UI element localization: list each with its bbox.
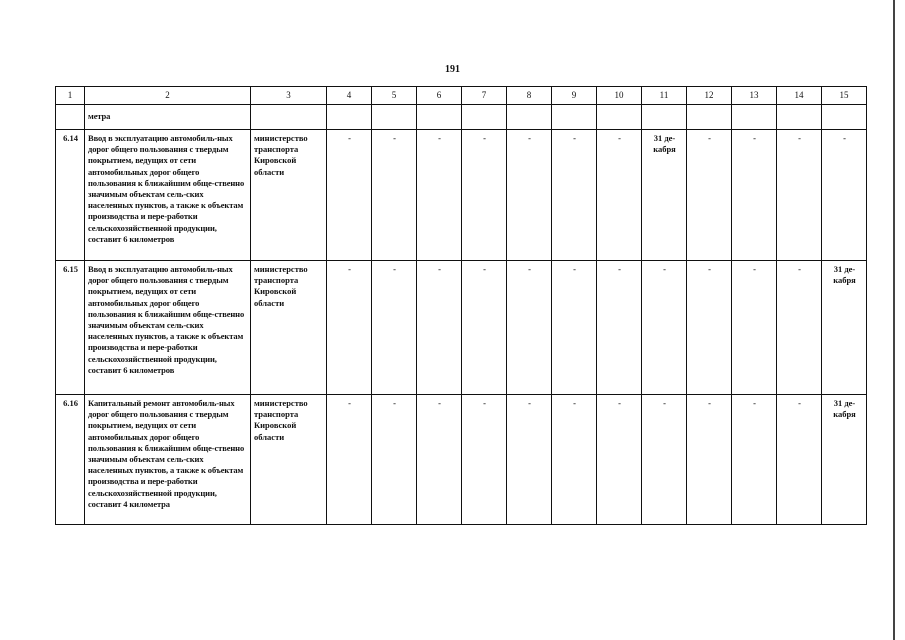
description-cell: метра bbox=[85, 105, 251, 130]
executor-cell: министерство транспорта Кировской области bbox=[251, 395, 327, 525]
table-cell bbox=[251, 105, 327, 130]
page-edge-line bbox=[893, 0, 895, 640]
description-cell: Капитальный ремонт автомобиль-ных дорог общего пользования с твердым покрытием, ведущих от сети автомобильных дорог общего пользования к ближайшим обще-ственно значимым объектам сель-ских населенных пунктов, а также к объектам производства и пере-работки сельскохозяйственной продукции, составит 4 километра bbox=[85, 395, 251, 525]
value-cell: - bbox=[687, 395, 732, 525]
value-cell: - bbox=[462, 130, 507, 261]
table-cell bbox=[777, 105, 822, 130]
value-cell: - bbox=[732, 395, 777, 525]
value-cell: - bbox=[327, 395, 372, 525]
header-cell: 15 bbox=[822, 87, 867, 105]
value-cell: - bbox=[372, 261, 417, 395]
value-cell: - bbox=[552, 130, 597, 261]
table-row bbox=[56, 261, 867, 395]
header-cell: 14 bbox=[777, 87, 822, 105]
value-cell: - bbox=[822, 130, 867, 261]
value-cell: - bbox=[732, 261, 777, 395]
table-cell bbox=[327, 105, 372, 130]
date-cell: 31 де-кабря bbox=[822, 395, 867, 525]
header-cell: 11 bbox=[642, 87, 687, 105]
value-cell: - bbox=[372, 130, 417, 261]
header-cell: 7 bbox=[462, 87, 507, 105]
header-row bbox=[56, 87, 867, 105]
description-cell: Ввод в эксплуатацию автомобиль-ных дорог общего пользования с твердым покрытием, ведущих от сети автомобильных дорог общего пользования к ближайшим обще-ственно значимым объектам сель-ских населенных пунктов, а также к объектам производства и пере-работки сельскохозяйственной продукции, составит 6 километров bbox=[85, 261, 251, 395]
continuation-row bbox=[56, 105, 867, 130]
header-cell: 5 bbox=[372, 87, 417, 105]
value-cell: - bbox=[597, 395, 642, 525]
value-cell: - bbox=[687, 130, 732, 261]
table-row bbox=[56, 395, 867, 525]
description-cell: Ввод в эксплуатацию автомобиль-ных дорог общего пользования с твердым покрытием, ведущих от сети автомобильных дорог общего пользования к ближайшим обще-ственно значимым объектам сель-ских населенных пунктов, а также к объектам производства и пере-работки сельскохозяйственной продукции, составит 6 километров bbox=[85, 130, 251, 261]
header-cell: 8 bbox=[507, 87, 552, 105]
value-cell: - bbox=[462, 395, 507, 525]
table-cell bbox=[687, 105, 732, 130]
header-cell: 2 bbox=[85, 87, 251, 105]
value-cell: - bbox=[417, 130, 462, 261]
value-cell: - bbox=[327, 130, 372, 261]
header-cell: 12 bbox=[687, 87, 732, 105]
row-number-cell: 6.16 bbox=[56, 395, 85, 525]
value-cell: - bbox=[417, 261, 462, 395]
table-cell bbox=[597, 105, 642, 130]
table-cell bbox=[462, 105, 507, 130]
value-cell: - bbox=[507, 130, 552, 261]
page-number: 191 bbox=[445, 64, 460, 75]
value-cell: - bbox=[507, 395, 552, 525]
value-cell: - bbox=[597, 130, 642, 261]
value-cell: - bbox=[687, 261, 732, 395]
value-cell: - bbox=[552, 395, 597, 525]
header-cell: 9 bbox=[552, 87, 597, 105]
value-cell: - bbox=[552, 261, 597, 395]
executor-cell: министерство транспорта Кировской области bbox=[251, 130, 327, 261]
table-cell bbox=[417, 105, 462, 130]
table-cell bbox=[642, 105, 687, 130]
row-number-cell: 6.15 bbox=[56, 261, 85, 395]
date-cell: 31 де-кабря bbox=[642, 130, 687, 261]
executor-cell: министерство транспорта Кировской области bbox=[251, 261, 327, 395]
value-cell: - bbox=[462, 261, 507, 395]
table-cell bbox=[372, 105, 417, 130]
header-cell: 4 bbox=[327, 87, 372, 105]
table-cell bbox=[507, 105, 552, 130]
header-cell: 1 bbox=[56, 87, 85, 105]
value-cell: - bbox=[507, 261, 552, 395]
table-cell bbox=[732, 105, 777, 130]
value-cell: - bbox=[327, 261, 372, 395]
header-cell: 6 bbox=[417, 87, 462, 105]
date-cell: 31 де-кабря bbox=[822, 261, 867, 395]
value-cell: - bbox=[732, 130, 777, 261]
header-cell: 13 bbox=[732, 87, 777, 105]
value-cell: - bbox=[777, 261, 822, 395]
value-cell: - bbox=[777, 130, 822, 261]
row-number-cell bbox=[56, 105, 85, 130]
header-cell: 10 bbox=[597, 87, 642, 105]
value-cell: - bbox=[597, 261, 642, 395]
value-cell: - bbox=[417, 395, 462, 525]
schedule-table bbox=[55, 86, 867, 525]
table-cell bbox=[822, 105, 867, 130]
row-number-cell: 6.14 bbox=[56, 130, 85, 261]
value-cell: - bbox=[372, 395, 417, 525]
table-row bbox=[56, 130, 867, 261]
header-cell: 3 bbox=[251, 87, 327, 105]
value-cell: - bbox=[642, 261, 687, 395]
table-cell bbox=[552, 105, 597, 130]
value-cell: - bbox=[642, 395, 687, 525]
value-cell: - bbox=[777, 395, 822, 525]
